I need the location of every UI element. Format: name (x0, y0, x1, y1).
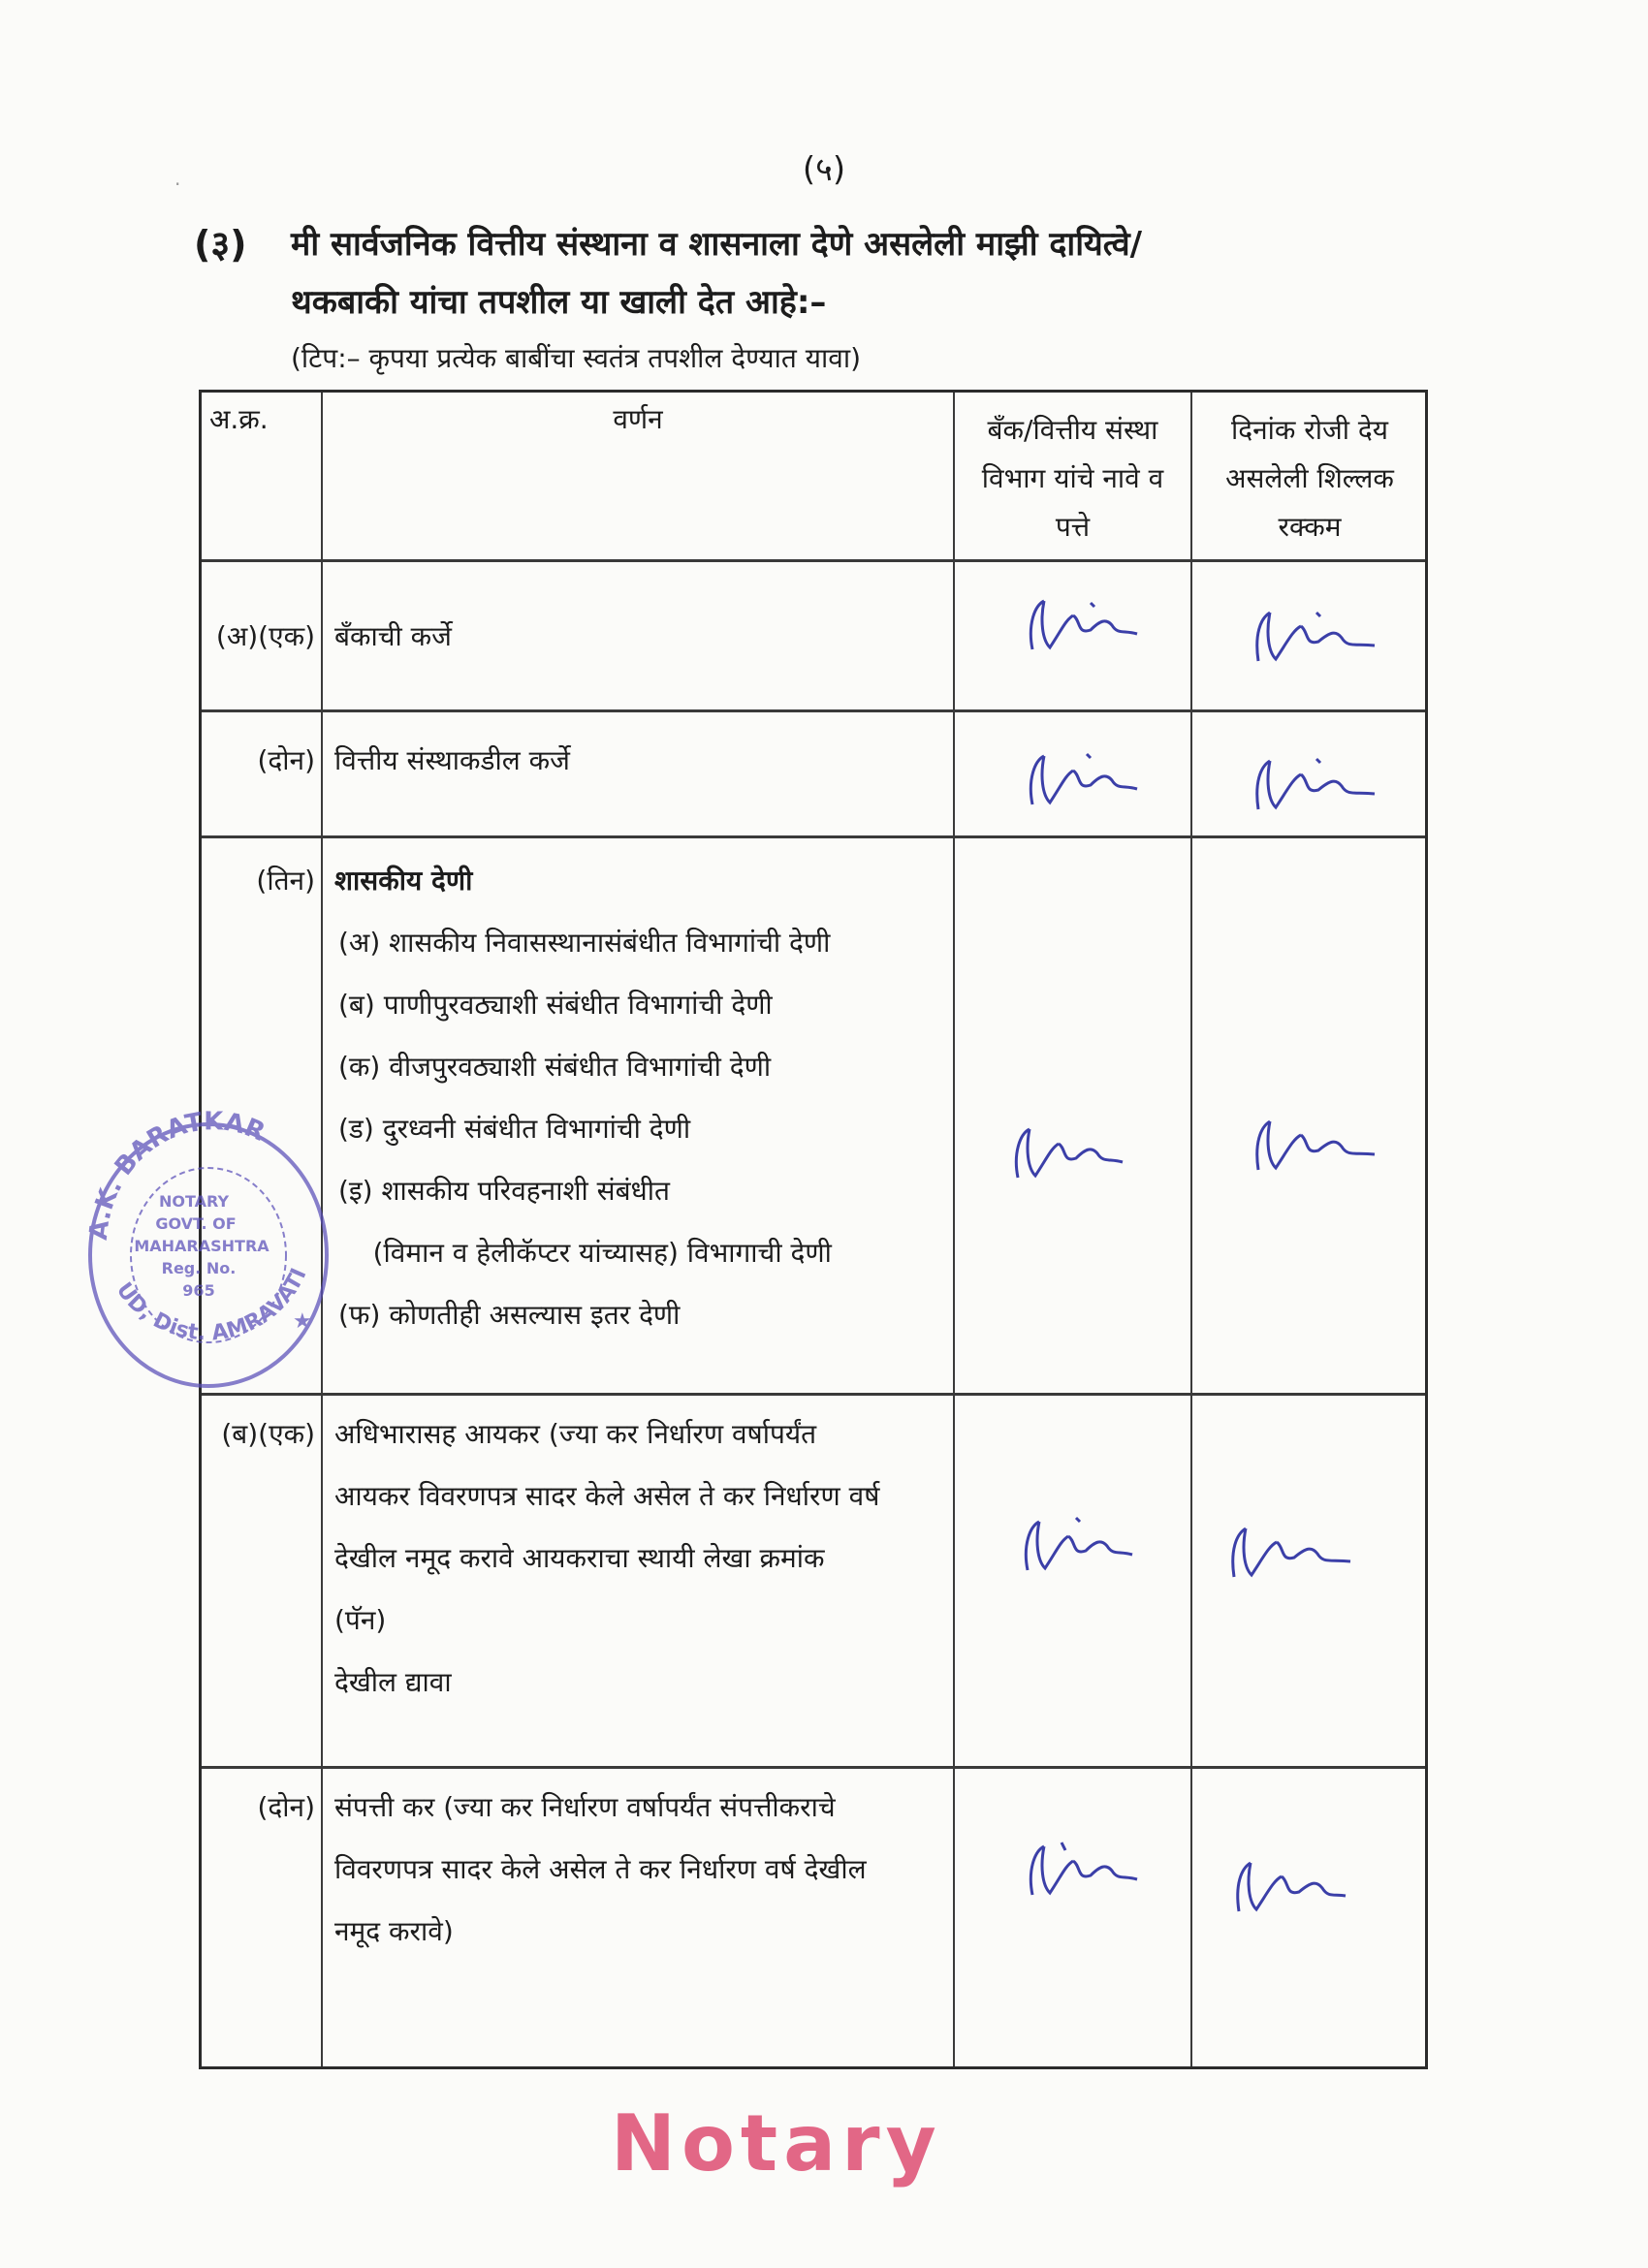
header-serial: अ.क्र. (202, 393, 323, 559)
description-line: अधिभारासह आयकर (ज्या कर निर्धारण वर्षापर्यंत (334, 1418, 817, 1450)
amount-cell (1192, 838, 1427, 1393)
handwritten-nil-signature (1023, 1837, 1149, 1905)
table-row (202, 562, 1425, 712)
header-institution-line: बँक/वित्तीय संस्था (987, 414, 1158, 446)
stamp-center-line: GOVT. OF (155, 1214, 237, 1233)
handwritten-nil-signature (1231, 1851, 1357, 1919)
stamp-center-line: 965 (182, 1281, 215, 1300)
header-amount (1192, 393, 1427, 559)
handwritten-nil-signature (1023, 591, 1149, 659)
table-header-row (202, 393, 1425, 562)
description-line: नमूद करावे) (334, 1915, 454, 1947)
header-institution-line: विभाग यांचे नावे व (981, 462, 1164, 494)
handwritten-nil-signature (1023, 746, 1149, 814)
description-line: आयकर विवरणपत्र सादर केले असेल ते कर निर्धारण वर्ष (334, 1480, 880, 1512)
notary-label: Notary (611, 2098, 942, 2189)
row-description (323, 1769, 955, 2066)
row-description (323, 712, 955, 835)
row-serial: (अ)(एक) (202, 562, 323, 709)
description-line: (ब) पाणीपुरवठ्याशी संबंधीत विभागांची देणी (338, 989, 773, 1021)
description-line: संपत्ती कर (ज्या कर निर्धारण वर्षापर्यंत संपत्तीकराचे (334, 1791, 836, 1823)
heading-line-2: थकबाकी यांचा तपशील या खाली देत आहे:– (291, 283, 827, 322)
header-description: वर्णन (323, 393, 955, 559)
institution-cell (955, 1396, 1192, 1766)
amount-cell (1192, 712, 1427, 835)
stamp-top-text: A.K. BARATKAR (83, 1107, 269, 1242)
table-row (202, 838, 1425, 1396)
description-line: (विमान व हेलीकॅप्टर यांच्यासह) विभागाची देणी (338, 1237, 832, 1269)
instruction-note: (टिप:– कृपया प्रत्येक बाबींचा स्वतंत्र तपशील देण्यात यावा) (291, 342, 862, 374)
row-serial: (तिन) (202, 838, 323, 1393)
description-line: (ड) दुरध्वनी संबंधीत विभागांची देणी (338, 1113, 691, 1145)
header-amount-line: असलेली शिल्लक (1225, 462, 1394, 494)
stamp-center-line: NOTARY (158, 1192, 230, 1211)
description-line: (फ) कोणतीही असल्यास इतर देणी (338, 1299, 681, 1331)
institution-cell (955, 1769, 1192, 2066)
handwritten-nil-signature (1251, 749, 1377, 817)
row-serial: (दोन) (202, 712, 323, 835)
amount-cell (1192, 562, 1427, 709)
table-row (202, 1769, 1425, 2066)
header-institution (955, 393, 1192, 559)
stamp-center-line: Reg. No. (161, 1259, 237, 1277)
notary-stamp (78, 1066, 334, 1401)
description-line: (क) वीजपुरवठ्याशी संबंधीत विभागांची देणी (338, 1051, 772, 1083)
description-line: विवरणपत्र सादर केले असेल ते कर निर्धारण वर्ष देखील (334, 1853, 867, 1885)
stamp-center-line: MAHARASHTRA (134, 1237, 269, 1255)
handwritten-nil-signature (1251, 1110, 1377, 1178)
table-row (202, 712, 1425, 838)
description-line: बँकाची कर्जे (334, 620, 452, 652)
description-line: (अ) शासकीय निवासस्थानासंबंधीत विभागांची देणी (338, 927, 831, 959)
description-line: वित्तीय संस्थाकडील कर्जे (334, 744, 570, 776)
row-description (323, 562, 955, 709)
heading-line-1: मी सार्वजनिक वित्तीय संस्थाना व शासनाला देणे असलेली माझी दायित्वे/ (291, 225, 1143, 264)
section-number: (३) (194, 223, 247, 266)
header-amount-line: दिनांक रोजी देय (1230, 414, 1389, 446)
liabilities-table (199, 390, 1428, 2069)
row-description (323, 838, 955, 1393)
row-description (323, 1396, 955, 1766)
page-number: (५) (802, 150, 846, 189)
handwritten-nil-signature (1226, 1517, 1352, 1585)
description-line: (इ) शासकीय परिवहनाशी संबंधीत (338, 1175, 670, 1207)
amount-cell (1192, 1396, 1427, 1766)
description-line: (पॅन) (334, 1604, 387, 1636)
amount-cell (1192, 1769, 1427, 2066)
description-line: देखील नमूद करावे आयकराचा स्थायी लेखा क्रमांक (334, 1542, 825, 1574)
header-amount-line: रक्कम (1278, 511, 1342, 543)
header-institution-line: पत्ते (1055, 511, 1091, 543)
handwritten-nil-signature (1251, 601, 1377, 669)
institution-cell (955, 562, 1192, 709)
institution-cell (955, 838, 1192, 1393)
star-icon: ★ (293, 1309, 312, 1334)
institution-cell (955, 712, 1192, 835)
row-serial: (दोन) (202, 1769, 323, 2066)
row-serial: (ब)(एक) (202, 1396, 323, 1766)
description-line: देखील द्यावा (334, 1666, 452, 1698)
description-title: शासकीय देणी (334, 865, 473, 897)
table-row (202, 1396, 1425, 1769)
handwritten-nil-signature (1008, 1119, 1134, 1187)
handwritten-nil-signature (1018, 1512, 1144, 1580)
stamp-bottom-text: UD, Dist. AMRAVATI (111, 1265, 312, 1346)
scan-speck: · (174, 173, 181, 196)
